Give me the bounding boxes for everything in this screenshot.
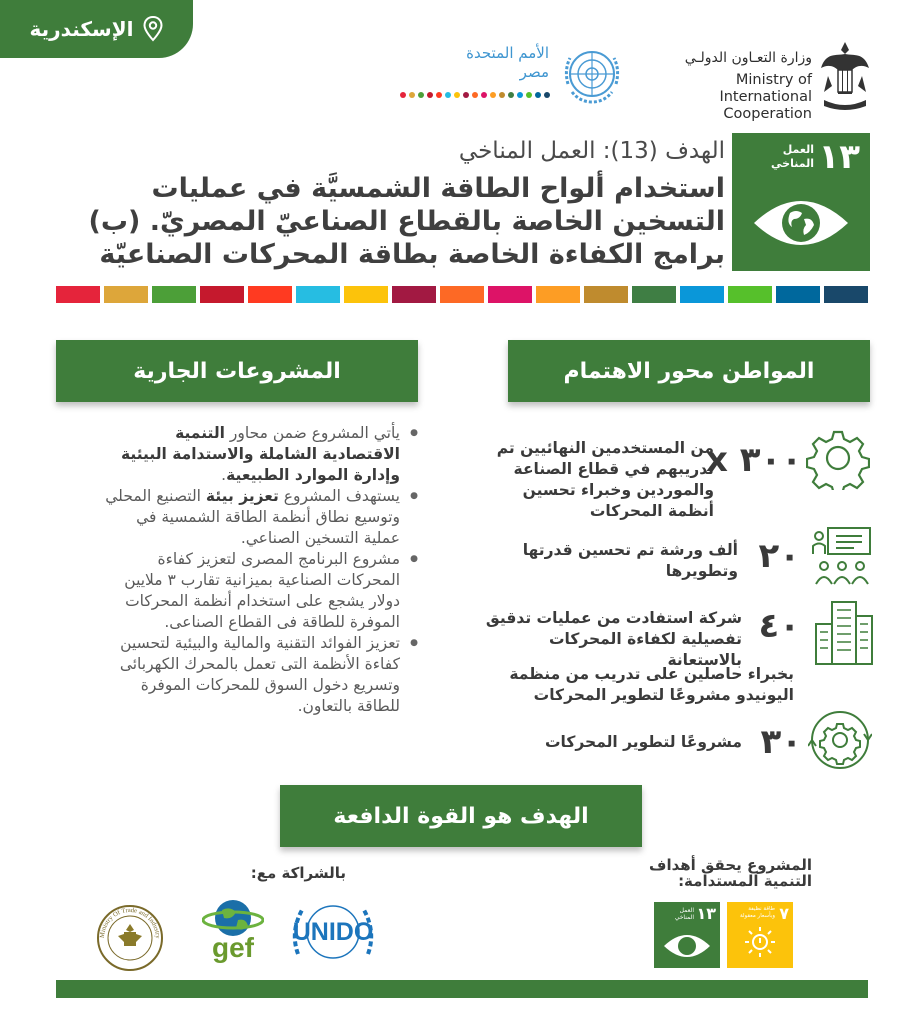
- bottom-bar: [56, 980, 868, 998]
- un-dot-10: [481, 92, 487, 98]
- un-dot-1: [400, 92, 406, 98]
- sdg-13-tile-number: ١٣: [696, 904, 716, 923]
- location-pin-icon: [143, 16, 163, 42]
- location-label: الإسكندرية: [29, 17, 134, 41]
- un-dot-17: [544, 92, 550, 98]
- stat-workshops-number: ٢٠: [758, 536, 800, 576]
- un-dot-7: [454, 92, 460, 98]
- sdg-13-tile: [654, 902, 720, 968]
- citizen-focus-header: [508, 340, 870, 402]
- sdg-7-label: طاقة نظيفة وبأسعار معقولة: [739, 906, 775, 919]
- partnership-label: بالشراكة مع:: [250, 864, 346, 882]
- un-dot-5: [436, 92, 442, 98]
- un-dot-2: [409, 92, 415, 98]
- sdg-7-number: ٧: [779, 904, 789, 923]
- un-line1: الأمم المتحدة: [466, 44, 549, 62]
- un-dot-15: [526, 92, 532, 98]
- gef-logo: [198, 896, 268, 970]
- gear-icon: [806, 426, 870, 490]
- sdg-13-tile-label: العمل المناخي: [674, 907, 694, 921]
- title-line-3: برامج الكفاءة الخاصة بطاقة المحركات الصناعيّة: [99, 239, 725, 270]
- sdg-strip-segment-7: [344, 286, 388, 303]
- goal-driving-force-heading: الهدف هو القوة الدافعة: [333, 803, 589, 829]
- goal-subtitle: الهدف (13): العمل المناخي: [458, 138, 725, 164]
- un-dot-16: [535, 92, 541, 98]
- ministry-name-arabic: وزارة التعـاون الدولـي: [684, 50, 812, 66]
- sdg-strip-segment-12: [584, 286, 628, 303]
- un-emblem-icon: [556, 40, 628, 108]
- ongoing-projects-heading: المشروعات الجارية: [133, 358, 341, 384]
- stat-companies-extra-text: بخبراء حاصلين على تدريب من منظمة اليونيدو مشروعًا لتطوير المحركات: [509, 665, 794, 704]
- sdg-strip-segment-14: [680, 286, 724, 303]
- sdg-strip-segment-1: [56, 286, 100, 303]
- sdg-strip-segment-15: [728, 286, 772, 303]
- location-tab[interactable]: [0, 0, 193, 58]
- ministry-english-line1: Ministry of International: [719, 72, 812, 105]
- list-item: ● يستهدف المشروع تعزيز بيئة التصنيع المحلي وتوسيع نطاق أنظمة الطاقة الشمسية في عملية التسخين الصناعي.: [96, 486, 418, 549]
- un-dot-11: [490, 92, 496, 98]
- training-group-icon: [810, 524, 874, 588]
- sun-power-icon: [744, 926, 776, 958]
- project-sdg-line1: المشروع يحقق أهداف: [649, 856, 812, 874]
- un-dot-4: [427, 92, 433, 98]
- sdg-strip-segment-10: [488, 286, 532, 303]
- list-item: ● يأتي المشروع ضمن محاور التنمية الاقتصادية الشاملة والاستدامة البيئية وإدارة الموارد الطبيعية.: [96, 423, 418, 486]
- un-line2: مصر: [519, 63, 549, 81]
- sdg-strip-segment-4: [200, 286, 244, 303]
- trade-ministry-seal-icon: [94, 896, 166, 976]
- sdg-strip-segment-17: [824, 286, 868, 303]
- un-sdg-dots: [400, 92, 550, 100]
- ministry-english-line2: Cooperation: [723, 106, 812, 122]
- title-line-2: التسخين الخاصة بالقطاع الصناعيّ المصريّ. (ب): [88, 206, 725, 237]
- citizen-focus-heading: المواطن محور الاهتمام: [563, 358, 815, 384]
- un-dot-8: [463, 92, 469, 98]
- sdg-strip-segment-6: [296, 286, 340, 303]
- project-sdg-label: [640, 857, 812, 889]
- sdg-13-badge: [732, 133, 870, 271]
- cogs-cycle-icon: [808, 708, 872, 772]
- unido-logo: [288, 902, 378, 966]
- sdg-strip-segment-5: [248, 286, 292, 303]
- sdg-strip-segment-3: [152, 286, 196, 303]
- trade-ministry-seal-text: Ministry Of Trade and Industry: [98, 906, 162, 939]
- un-dot-14: [517, 92, 523, 98]
- ministry-name-english: [640, 72, 812, 123]
- project-sdg-line2: التنمية المستدامة:: [678, 872, 812, 890]
- sdg-7-tile: [727, 902, 793, 968]
- sdg-13-label-line2: المناخي: [771, 157, 814, 170]
- sdg-strip-segment-8: [392, 286, 436, 303]
- un-egypt-logo-text: [445, 44, 549, 82]
- climate-eye-icon: [750, 189, 852, 257]
- stat-companies-text: شركة استفادت من عمليات تدقيق تفصيلية لكفاءة المحركات بالاستعانة: [485, 609, 742, 669]
- sdg-strip-segment-9: [440, 286, 484, 303]
- stat-trained-text: من المستخدمين النهائيين تم تدريبهم في قطاع الصناعة والموردين وخبراء تحسين أنظمة المحركات: [496, 439, 714, 520]
- page-title: [60, 172, 725, 271]
- gef-text: gef: [212, 932, 254, 963]
- ongoing-projects-list: [96, 423, 418, 717]
- stat-trained-number: ٣٠٠ x: [705, 440, 802, 480]
- sdg-color-strip: [56, 286, 868, 303]
- sdg-strip-segment-2: [104, 286, 148, 303]
- buildings-icon: [812, 598, 876, 668]
- sdg-strip-segment-13: [632, 286, 676, 303]
- list-item: ● مشروع البرنامج المصرى لتعزيز كفاءة المحركات الصناعية بميزانية تقارب ٣ ملايين دولار يشجع على استخدام أنظمة المحركات الموفرة للطاقة فى القطاع الصناعى.: [96, 549, 418, 633]
- list-item: ● تعزيز الفوائد التقنية والمالية والبيئية لتحسين كفاءة الأنظمة التى تعمل بالمحرك الكهربائى وتسريع دخول السوق للمحركات الموفرة للطاقة بالتعاون.: [96, 633, 418, 717]
- un-dot-9: [472, 92, 478, 98]
- sdg-strip-segment-11: [536, 286, 580, 303]
- stat-companies-number: ٤٠: [758, 606, 800, 646]
- un-dot-13: [508, 92, 514, 98]
- egypt-eagle-emblem-icon: [818, 38, 872, 112]
- sdg-13-label-line1: العمل: [782, 143, 814, 156]
- stat-workshops-text: ألف ورشة تم تحسين قدرتها وتطويرها: [522, 541, 738, 580]
- un-dot-6: [445, 92, 451, 98]
- title-line-1: استخدام ألواح الطاقة الشمسيَّة في عمليات: [151, 173, 725, 204]
- stat-projects-text: مشروعًا لتطوير المحركات: [544, 733, 742, 751]
- un-dot-12: [499, 92, 505, 98]
- ongoing-projects-header: [56, 340, 418, 402]
- sdg-13-number: ١٣: [818, 137, 860, 177]
- sdg-strip-segment-16: [776, 286, 820, 303]
- un-dot-3: [418, 92, 424, 98]
- stat-projects-number: ٣٠: [760, 722, 802, 762]
- goal-driving-force-header: [280, 785, 642, 847]
- unido-text: UNIDO: [292, 918, 374, 946]
- sdg-13-label: [771, 143, 814, 171]
- climate-eye-small-icon: [662, 930, 712, 962]
